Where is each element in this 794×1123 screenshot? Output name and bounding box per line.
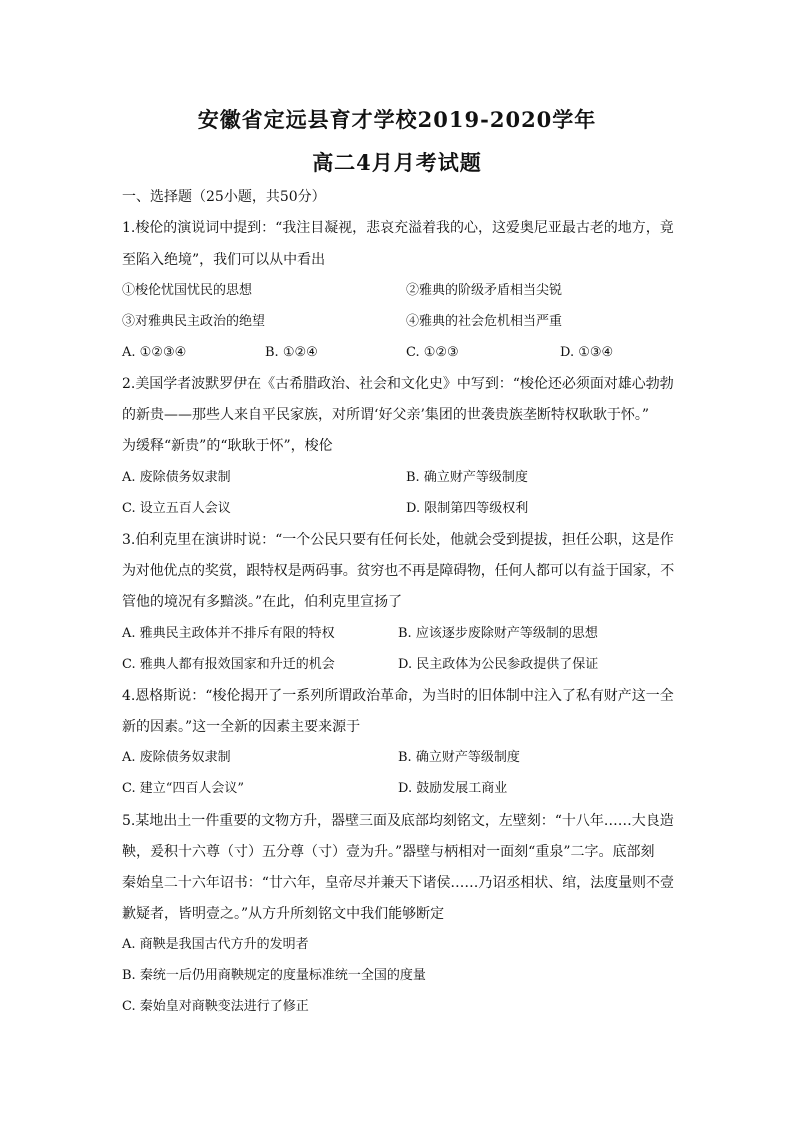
q5-option-a-row [122, 936, 682, 954]
exam-title-line1: 安徽省定远县育才学校2019-2020学年 [197, 107, 597, 132]
q2-options-row2 [122, 500, 682, 518]
q3-option-c: C. 雅典人都有报效国家和升迁的机会 [122, 657, 335, 672]
q4-options-row1 [122, 749, 682, 767]
q3-option-b: B. 应该逐步废除财产等级制的思想 [398, 626, 598, 641]
q1-option-a: A. ①②③④ [122, 345, 187, 360]
q1-statement-2: ②雅典的阶级矛盾相当尖锐 [406, 283, 563, 298]
q1-statement-3: ③对雅典民主政治的绝望 [122, 314, 266, 329]
exam-title-line2: 高二4月月考试题 [312, 150, 482, 175]
q4-option-c: C. 建立“四百人会议” [122, 781, 245, 796]
q5-stem-line3: 秦始皇二十六年诏书：“廿六年，皇帝尽并兼天下诸侯……乃诏丞相状、绾，法度量则不壹 [122, 875, 674, 891]
q2-stem-line3: 为缓释“新贵”的“耿耿于怀”，梭伦 [122, 438, 333, 454]
q1-statement-row1 [122, 282, 682, 300]
q1-statement-1: ①梭伦忧国忧民的思想 [122, 283, 253, 298]
q3-stem-line1: 3.伯利克里在演讲时说：“一个公民只要有任何长处，他就会受到提拔，担任公职，这是作 [122, 532, 674, 548]
section-heading: 一、选择题（25小题，共50分） [122, 189, 326, 205]
q5-option-c-row [122, 998, 682, 1016]
q3-options-row1 [122, 625, 682, 643]
q3-option-d: D. 民主政体为公民参政提供了保证 [398, 657, 599, 672]
q5-option-a: A. 商鞅是我国古代方升的发明者 [122, 937, 309, 952]
q5-option-b: B. 秦统一后仍用商鞅规定的度量标准统一全国的度量 [122, 968, 426, 983]
q5-option-b-row [122, 967, 682, 985]
q5-stem-line1: 5.某地出土一件重要的文物方升，器壁三面及底部均刻铭文，左壁刻：“十八年……大良造 [122, 813, 674, 829]
q4-options-row2 [122, 780, 682, 798]
q3-stem-line2: 为对他优点的奖赏，跟特权是两码事。贫穷也不再是障碍物，任何人都可以有益于国家，不 [122, 563, 674, 579]
q4-stem-line1: 4.恩格斯说：“梭伦揭开了一系列所谓政治革命，为当时的旧体制中注入了私有财产这一全 [122, 688, 674, 704]
q2-stem-line2: 的新贵——那些人来自平民家族，对所谓‘好父亲’集团的世袭贵族垄断特权耿耿于怀。” [122, 407, 650, 423]
q2-options-row1 [122, 469, 682, 487]
q5-stem-line2: 鞅，爰积十六尊（寸）五分尊（寸）壹为升。”器壁与柄相对一面刻“重泉”二字。底部刻 [122, 844, 655, 860]
q1-option-d: D. ①③④ [560, 345, 614, 360]
q1-stem-line1: 1.梭伦的演说词中提到：“我注目凝视，悲哀充溢着我的心，这爱奥尼亚最古老的地方，竟 [122, 220, 674, 236]
q3-options-row2 [122, 656, 682, 674]
q1-statement-row2 [122, 313, 682, 331]
q4-option-b: B. 确立财产等级制度 [398, 750, 520, 765]
q5-stem-line4: 歉疑者，皆明壹之。”从方升所刻铭文中我们能够断定 [122, 906, 445, 922]
q2-option-c: C. 设立五百人会议 [122, 501, 231, 516]
q1-statement-4: ④雅典的社会危机相当严重 [406, 314, 563, 329]
q4-option-a: A. 废除债务奴隶制 [122, 750, 231, 765]
q4-stem-line2: 新的因素。”这一全新的因素主要来源于 [122, 719, 361, 735]
q3-stem-line3: 管他的境况有多黯淡。”在此，伯利克里宣扬了 [122, 594, 403, 610]
q2-stem-line1: 2.美国学者波默罗伊在《古希腊政治、社会和文化史》中写到：“梭伦还必须面对雄心勃勃 [122, 376, 674, 392]
q1-option-c: C. ①②③ [406, 345, 459, 360]
q2-option-d: D. 限制第四等级权利 [406, 501, 529, 516]
q3-option-a: A. 雅典民主政体并不排斥有限的特权 [122, 626, 335, 641]
q4-option-d: D. 鼓励发展工商业 [398, 781, 508, 796]
q5-option-c: C. 秦始皇对商鞅变法进行了修正 [122, 999, 309, 1014]
q1-stem-line2: 至陷入绝境”，我们可以从中看出 [122, 252, 326, 268]
q2-option-a: A. 废除债务奴隶制 [122, 470, 231, 485]
q1-option-b: B. ①②④ [265, 345, 318, 360]
q2-option-b: B. 确立财产等级制度 [406, 470, 528, 485]
q1-options [122, 344, 682, 362]
